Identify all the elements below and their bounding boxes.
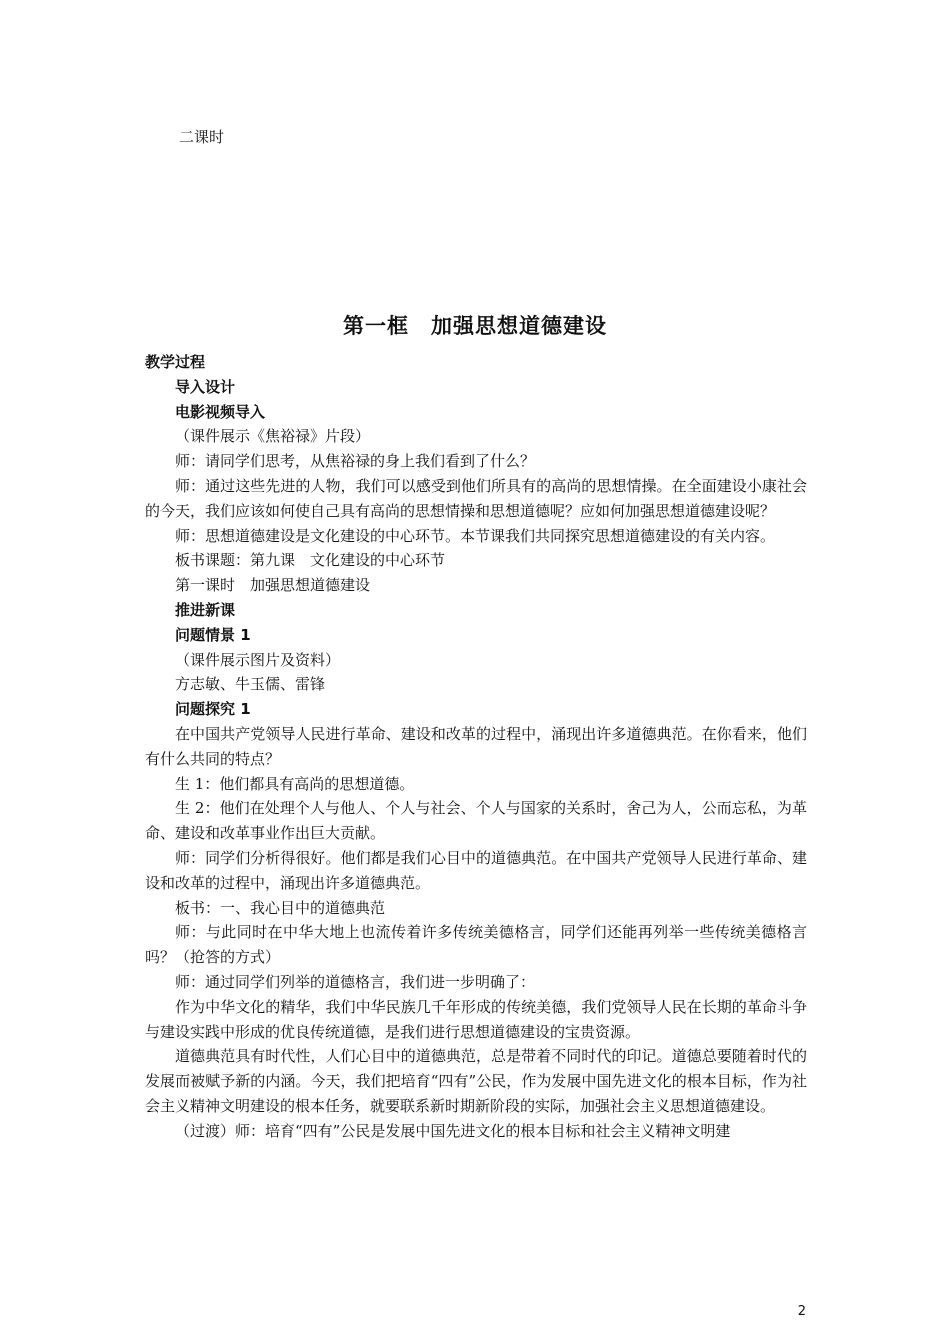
section-heading: 电影视频导入	[175, 402, 266, 421]
section-heading: 问题探究 1	[175, 700, 251, 719]
paragraph: 第一课时 加强思想道德建设	[175, 576, 371, 595]
paragraph: 在中国共产党领导人民进行革命、建设和改革的过程中，涌现出许多道德典范。在你看来，他们有什么共同的特点？	[145, 724, 807, 768]
paragraph: 师：与此同时在中华大地上也流传着许多传统美德格言，同学们还能再列举一些传统美德格言吗？（抢答的方式）	[145, 923, 807, 967]
paragraph: 师：通过这些先进的人物，我们可以感受到他们所具有的高尚的思想情操。在全面建设小康社会的今天，我们应该如何使自己具有高尚的思想情操和思想道德呢？应如何加强思想道德建设呢？	[145, 476, 807, 520]
paragraph: 方志敏、牛玉儒、雷锋	[175, 675, 326, 694]
lesson-count-note: 二课时	[179, 128, 225, 146]
paragraph: 师：思想道德建设是文化建设的中心环节。本节课我们共同探究思想道德建设的有关内容。	[175, 526, 776, 545]
paragraph: 板书课题：第九课 文化建设的中心环节	[175, 551, 446, 570]
paragraph: 生 1：他们都具有高尚的思想道德。	[175, 774, 415, 793]
section-heading: 问题情景 1	[175, 625, 251, 644]
paragraph: 作为中华文化的精华，我们中华民族几千年形成的传统美德，我们党领导人民在长期的革命斗争与建设实践中形成的优良传统道德，是我们进行思想道德建设的宝贵资源。	[145, 997, 807, 1041]
paragraph: （课件展示《焦裕禄》片段）	[175, 427, 371, 446]
paragraph: 师：通过同学们列举的道德格言，我们进一步明确了：	[175, 972, 536, 991]
paragraph: （过渡）师：培育“四有”公民是发展中国先进文化的根本目标和社会主义精神文明建	[175, 1121, 731, 1140]
document-body	[145, 350, 807, 1144]
paragraph: 师：同学们分析得很好。他们都是我们心目中的道德典范。在中国共产党领导人民进行革命、建设和改革的过程中，涌现出许多道德典范。	[145, 848, 807, 892]
paragraph: 板书：一、我心目中的道德典范	[175, 898, 386, 917]
section-title: 第一框 加强思想道德建设	[343, 314, 607, 338]
page-number: 2	[797, 1304, 806, 1319]
section-heading: 导入设计	[175, 377, 236, 396]
paragraph: 道德典范具有时代性，人们心目中的道德典范，总是带着不同时代的印记。道德总要随着时代的发展而被赋予新的内涵。今天，我们把培育“四有”公民，作为发展中国先进文化的根本目标，作为社会主义精神文明建设的根本任务，就要联系新时期新阶段的实际，加强社会主义思想道德建设。	[145, 1047, 807, 1115]
section-heading: 教学过程	[145, 353, 206, 371]
section-heading: 推进新课	[175, 600, 236, 619]
paragraph: （课件展示图片及资料）	[175, 650, 341, 669]
paragraph: 师：请同学们思考，从焦裕禄的身上我们看到了什么？	[175, 452, 536, 471]
paragraph: 生 2：他们在处理个人与他人、个人与社会、个人与国家的关系时，舍己为人，公而忘私，为革命、建设和改革事业作出巨大贡献。	[145, 799, 807, 843]
